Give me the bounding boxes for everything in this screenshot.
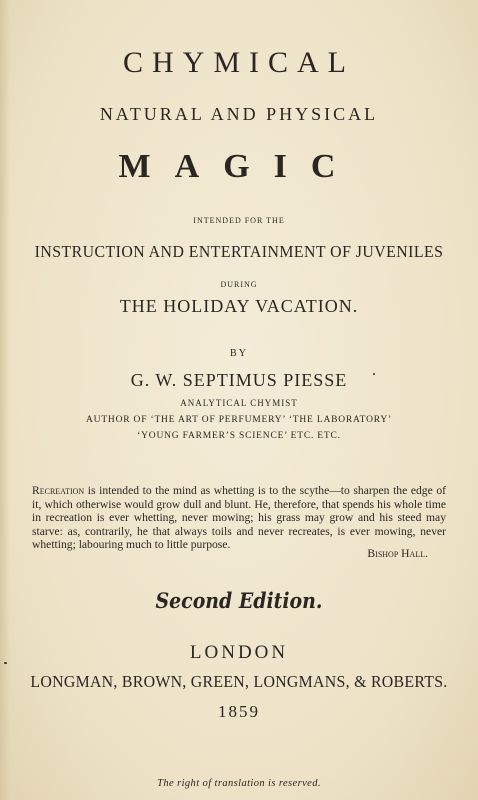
title-line-magic: MAGIC	[118, 148, 360, 185]
edition-label: Second Edition.	[155, 588, 323, 613]
paper-speck	[4, 662, 7, 664]
purpose-line: INSTRUCTION AND ENTERTAINMENT OF JUVENILES	[34, 242, 444, 261]
by-label: BY	[230, 348, 248, 359]
author-role: ANALYTICAL CHYMIST	[180, 398, 298, 408]
title-line-chymical: CHYMICAL	[122, 46, 355, 79]
title-line-natural-physical: NATURAL AND PHYSICAL	[99, 104, 379, 124]
epigraph-text: is intended to the mind as whetting is to the scythe—to sharpen the edge of it, which otherwise would grow dull and blunt. He, therefore, that spends his whole time in recreation is ever whetting, never mowing; his grass may grow and his steed may starve: as, contrarily, he that always toils and never recreates, is ever mowing, never whetting; labouring much to little purpose.	[32, 484, 446, 552]
epigraph-attribution: Bishop Hall.	[367, 547, 428, 560]
imprint-city: LONDON	[189, 642, 289, 663]
during-label: DURING	[220, 280, 258, 289]
occasion-line: THE HOLIDAY VACATION.	[119, 296, 359, 316]
author-works-line-2: ‘YOUNG FARMER’S SCIENCE’ ETC. ETC.	[137, 431, 341, 441]
imprint-year: 1859	[218, 702, 260, 721]
epigraph-lead-word: Recreation	[32, 484, 85, 497]
rights-notice: The right of translation is reserved.	[157, 778, 321, 789]
author-works-line-1: AUTHOR OF ‘THE ART OF PERFUMERY’ ‘THE LABORATORY’	[86, 415, 392, 425]
intended-for-label: INTENDED FOR THE	[193, 216, 285, 225]
paper-speck	[373, 373, 375, 375]
imprint-publisher: LONGMAN, BROWN, GREEN, LONGMANS, & ROBERTS.	[30, 672, 448, 691]
author-name: G. W. SEPTIMUS PIESSE	[130, 370, 348, 390]
epigraph	[32, 484, 446, 552]
